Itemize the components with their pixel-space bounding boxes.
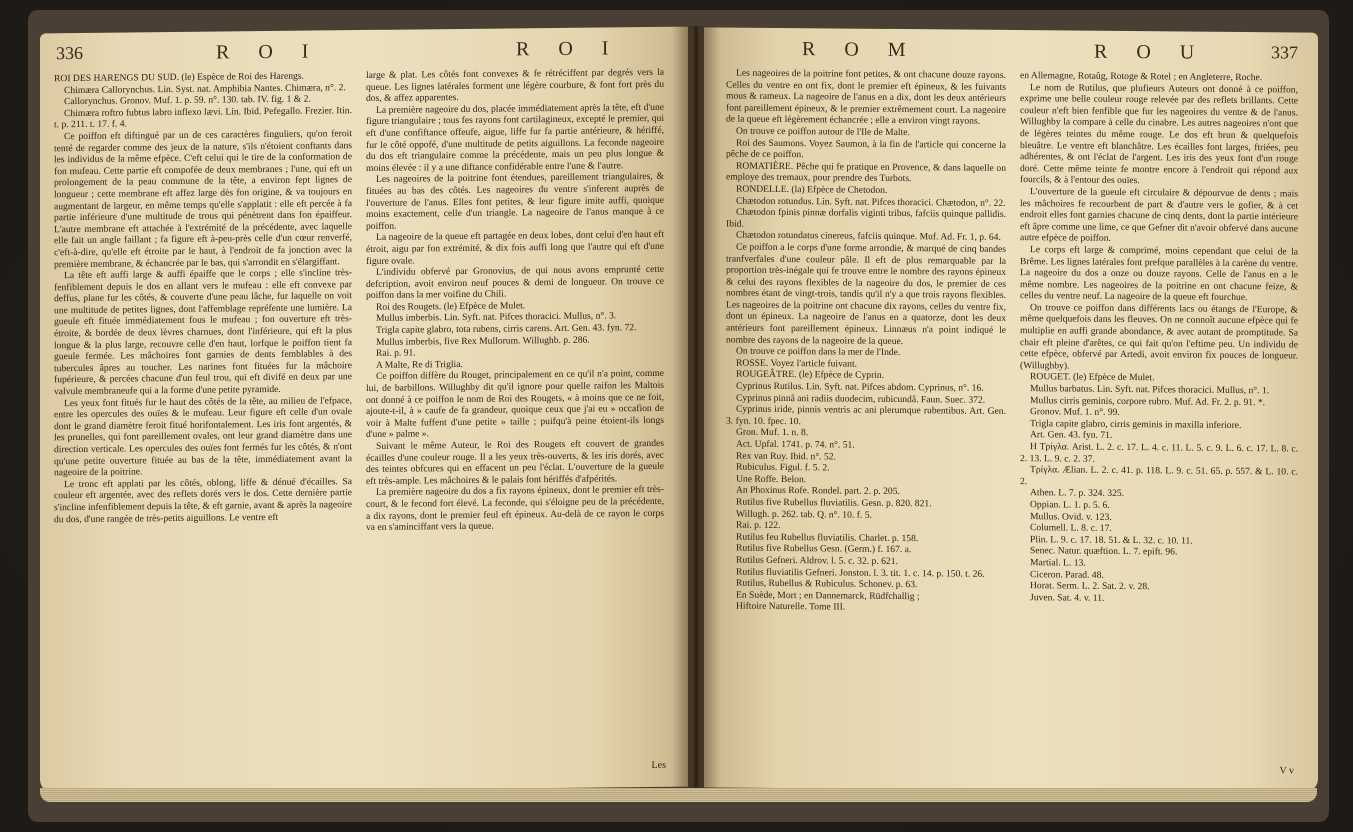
paragraph: La nageoire de la queue eft partagée en deux lobes, dont celui d'en haut eft étroit, aigu par fon extrémité, & dix fois auffi long que l'autre qui eft d'une figure ovale. <box>366 229 664 267</box>
paragraph: Callorynchus. Gronov. Muf. 1. p. 59. n°. 130. tab. IV. fig. 1 & 2. <box>64 93 311 108</box>
left-header-col1: R O I <box>216 40 321 64</box>
paragraph: Cyprinus Rutilus. Lin. Syft. nat. Pifces abdom. Cyprinus, n°. 16. <box>736 380 984 394</box>
left-header-col2: R O I <box>516 37 621 61</box>
paragraph: Cyprinus iride, pinnis ventris ac ani plerumque rubentibus. Art. Gen. 3. fyn. 10. fpec. 10. <box>726 403 1006 427</box>
paragraph: Rai. p. 91. <box>376 347 416 360</box>
right-catchword: V v <box>1279 765 1294 777</box>
paragraph: Roi des Saumons. Voyez Saumon, à la fin de l'article qui concerne la pêche de ce poiffon. <box>726 137 1006 161</box>
paragraph: large & plat. Les côtés font convexes & fe rétréciffent par degrés vers la queue. Les lignes latérales forment une légère courbure, & font fort près du dos, & affez apparentes. <box>366 66 664 105</box>
paragraph: En Suède, Mort ; en Dannemarck, Rüdfchallig ; <box>736 589 920 602</box>
paragraph: Le corps eft large & comprimé, moins cependant que celui de la Brême. Les lignes latérales font prefque parallèles à la carène du ventre. La nageoire du dos a onze ou douze rayons. Celle de l'anus en a le même nombre. Les nageoires de la poitrine en ont chacune feize, & celles du ventre neuf. La nageoire de la queue eft fourchue. <box>1020 244 1298 304</box>
left-page-number: 336 <box>56 42 83 64</box>
paragraph: ROMATIÈRE. Pêche qui fe pratique en Provence, & dans laquelle on employe des tremaux, pour prendre des Turbots. <box>726 160 1006 185</box>
left-catchword: Les <box>651 759 666 771</box>
paragraph: Τρίγλα. Ælian. L. 2. c. 41. p. 118. L. 9. c. 51. 65. p. 557. & L. 10. c. 2. <box>1020 464 1298 487</box>
paragraph: Rutilus feu Rubellus fluviatilis. Charlet. p. 158. <box>736 531 919 544</box>
paragraph: La première nageoire du dos a fix rayons épineux, dont le premier eft très-court, & le fecond fort élevé. La feconde, qui s'éloigne peu de la précédente, a dix rayons, dont le premier feul eft épineux. Au-delà de ce rayon le corps va en s'aminciffant vers la queue. <box>366 484 664 534</box>
paragraph: Horat. Serm. L. 2. Sat. 2. v. 28. <box>1030 580 1150 593</box>
paragraph: On trouve ce poiffon dans la mer de l'Inde. <box>736 345 901 359</box>
paragraph: Rutilus five Rubellus Gesn. (Germ.) f. 167. a. <box>736 542 912 556</box>
paragraph: Rutilus, Rubellus & Rubiculus. Schonev. p. 63. <box>736 577 918 591</box>
paragraph: Mullus cirris geminis, corpore rubro. Muf. Ad. Fr. 2. p. 91. *. <box>1030 394 1266 408</box>
paragraph: Rex van Ruy. Ibid. n°. 52. <box>736 450 836 463</box>
paragraph: Senec. Natur. quæftion. L. 7. epift. 96. <box>1030 545 1178 558</box>
right-column-2 <box>1020 70 1298 606</box>
paragraph: Chætodon rotundus. Lin. Syft. nat. Pifces thoracici. Chætodon, n°. 22. <box>736 195 1006 209</box>
paragraph: en Allemagne, Rotaûg, Rotoge & Rotel ; en Angleterre, Roche. <box>1020 70 1263 84</box>
paragraph: Rai. p. 122. <box>736 519 781 532</box>
right-page <box>704 27 1318 792</box>
paragraph: Athen. L. 7. p. 324. 325. <box>1030 487 1125 500</box>
paragraph: A Malte, Re di Triglia. <box>376 358 463 371</box>
paragraph: Les nageoires de la poitrine font petites, & ont chacune douze rayons. Celles du ventre en ont fix, dont le premier eft épineux, & les fuivants mous & rameux. La nageoire de l'anus en a dix, dont les deux antérieurs font pareillement épineux, & le premier extrêmement court. La nageoire de la queue eft légèrement échancrée ; elle a environ vingt rayons. <box>726 67 1006 128</box>
paragraph: Mullus barbatus. Lin. Syft. nat. Pifces thoracici. Mullus, n°. 1. <box>1030 383 1270 397</box>
paragraph: Chimæra roftro fubtus labro inflexo lævi. Lin. Ibid. Pefegallo. Frezier. Itin. t. p. 211. t. 17. f. 4. <box>54 104 352 131</box>
page-edges <box>40 788 1317 802</box>
right-page-number: 337 <box>1271 42 1298 63</box>
paragraph: Act. Upfal. 1741. p. 74. n°. 51. <box>736 438 855 451</box>
paragraph: Juven. Sat. 4. v. 11. <box>1030 591 1105 604</box>
paragraph: Gron. Muf. 1. n. 8. <box>736 427 809 439</box>
paragraph: Willugh. p. 262. tab. Q. n°. 10. f. 5. <box>736 508 872 521</box>
paragraph: Trigla capite glabro, tota rubens, cirris carens. Art. Gen. 43. fyn. 72. <box>376 322 637 336</box>
paragraph: Roi des Rougets. (le) Efpèce de Mulet. <box>376 300 526 313</box>
paragraph: ROUGEÂTRE. (le) Efpèce de Cyprin. <box>736 369 885 382</box>
paragraph: H Τρίγλα. Arist. L. 2. c. 17. L. 4. c. 11. L. 5. c. 9. L. 6. c. 17. L. 8. c. 2. 13. L. 9. c. 2. 37. <box>1020 441 1298 465</box>
paragraph: Art. Gen. 43. fyn. 71. <box>1030 429 1113 442</box>
paragraph: RONDELLE. (la) Efpèce de Chetodon. <box>736 183 888 196</box>
right-column-1 <box>726 68 1006 615</box>
paragraph: Columell. L. 8. c. 17. <box>1030 522 1112 535</box>
paragraph: On trouve ce poiffon dans différents lacs ou étangs de l'Europe, & même quelquefois dans les fleuves. On ne connoît aucune efpèce qui fe multiplie en auffi grande abondance, & avec autant de promptitude. Sa chair eft pleine d'arêtes, ce qui fait qu'on l'eftime peu. Un individu de cette efpèce, obfervé par Artedi, avoit environ fix pouces de longueur. (Willughby). <box>1020 302 1298 372</box>
paragraph: Les nageoires de la poitrine font étendues, pareillement triangulaires, & fituées au bas des côtés. Les nageoires du ventre s'inferent auprès de l'ouverture de l'anus. Elles font petites, & leur figure imite auffi, quoique moins exactement, celle d'un triangle. La nageoire de l'anus manque à ce poiffon. <box>366 171 664 232</box>
paragraph: Les yeux font fitués fur le haut des côtés de la tête, au milieu de l'efpace, entre les opercules des ouïes & le mufeau. Leur figure eft celle d'un ovale dont le grand diamètre feroit fitué horifontalement. Les iris font argentés, & les prunelles, qui font pareillement ovales, ont leur grand diamètre dans une direction verticale. Les opercules des ouïes font fermés fur les côtés, & n'ont qu'une petite ouverture fituée au bas de la tête, immédiatement avant la nageoire de la poitrine. <box>54 394 352 479</box>
paragraph: ROSSE. Voyez l'article fuivant. <box>736 357 858 370</box>
paragraph: Cyprinus pinnâ ani radiis duodecim, rubicundâ. Faun. Suec. 372. <box>736 392 986 406</box>
paragraph: Chætodon rotundatus cinereus, fafciis quinque. Muf. Ad. Fr. 1, p. 64. <box>736 229 1001 244</box>
paragraph: Plin. L. 9. c. 17. 18. 51. & L. 32. c. 10. 11. <box>1030 533 1193 547</box>
paragraph: La tête eft auffi large & auffi épaiffe que le corps ; elle s'incline très-fenfiblement depuis le dos en allant vers le mufeau : elle eft convexe par deffus, plane fur les côtés, & couverte d'une peau lâche, fur laquelle on voit une multitude de petites lignes, dont l'affemblage repréfente une lumière. La gueule eft fituée immédiatement fous le mufeau ; fon ouverture eft très-étroite, & bordée de deux lèvres charnues, dont l'inférieure, qui eft la plus longue & la plus large, recouvre celle d'en haut, lorfque le poiffon tient fa gueule fermée. Les mâchoires font garnies de dents femblables à des tubercules âpres au toucher. Les narines font fituées fur la mâchoire fupérieure, & percées chacune d'un feul trou, qui eft divifé en deux par une valvule membraneufe qui a la forme d'une petite pyramide. <box>54 267 352 398</box>
paragraph: Oppian. L. 1. p. 5. 6. <box>1030 499 1110 511</box>
paragraph: An Phoxinus Rofe. Rondel. part. 2. p. 205. <box>736 484 900 498</box>
paragraph: Mullus imberbis, five Rex Mullorum. Willughb. p. 286. <box>376 334 590 348</box>
paragraph: Rutilus Gefneri. Aldrov. l. 5. c. 32. p. 621. <box>736 554 898 567</box>
paragraph: Martial. L. 13. <box>1030 557 1086 569</box>
paragraph: Une Roffe. Belon. <box>736 473 807 485</box>
paragraph: ROUGET. (le) Efpèce de Mulet. <box>1030 371 1155 384</box>
paragraph: On trouve ce poiffon autour de l'Ile de Malte. <box>736 125 910 139</box>
paragraph: Ce poiffon a le corps d'une forme arrondie, & marqué de cinq bandes tranfverfales d'une couleur pâle. Il eft de plus remarquable par la proportion très-inégale qui fe trouve entre le nombre des rayons épineux & celui des rayons flexibles de la nageoire du dos, le premier de ces nombres étant de vingt-trois, tandis qu'il n'y a que trois rayons flexibles. Les nageoires de la poitrine ont chacune dix rayons, celles du ventre fix, dont un épineux. La nageoire de l'anus en a quatorze, dont les deux antérieurs font pareillement épineux. Linnæus n'a point indiqué le nombre des rayons de la nageoire de la queue. <box>726 241 1006 347</box>
paragraph: Mullus imberbis. Lin. Syft. nat. Pifces thoracici. Mullus, n°. 3. <box>376 310 617 325</box>
left-column-1 <box>54 70 352 525</box>
paragraph: Rutilus five Rubellus fluviatilis. Gesn. p. 820. 821. <box>736 496 932 510</box>
paragraph: L'individu obfervé par Gronovius, de qui nous avons emprunté cette defcription, avoit environ neuf pouces & demi de longueur. On trouve ce poiffon dans la mer voifine du Chili. <box>366 263 664 302</box>
paragraph: Gronov. Muf. 1. n°. 99. <box>1030 406 1120 419</box>
right-header-col2: R O U <box>1094 40 1207 64</box>
left-column-2 <box>366 67 664 534</box>
paragraph: Chætodon fpinis pinnæ dorfalis viginti tribus, fafciis quinque pallidis. Ibid. <box>726 206 1006 230</box>
paragraph: ROI DES HARENGS DU SUD. (le) Espèce de Roi des Harengs. <box>54 70 304 85</box>
paragraph: L'ouverture de la gueule eft circulaire & dépourvue de dents ; mais les mâchoires fe recourbent de part & d'autre vers le gofier, & à cet endroit elles font garnies chacune de cinq dents, dont la partie intérieure eft âpre comme une lime, ce que Gefner dit n'avoir obfervé dans aucune autre efpèce de poiffon. <box>1020 186 1298 245</box>
paragraph: Chimæra Callorynchus. Lin. Syst. nat. Amphibia Nantes. Chimæra, n°. 2. <box>64 81 346 96</box>
left-page <box>40 27 688 794</box>
right-header-col1: R O M <box>802 38 918 62</box>
paragraph: Le nom de Rutilus, que plufieurs Auteurs ont donné à ce poiffon, exprime une belle couleur rouge relevée par des reflets brillants. Cette couleur n'eft bien fenfible que fur les nageoires du ventre & de l'anus. Willughby la compare à celle du cinabre. Les autres nageoires n'ont que de légères teintes du même rouge. Le dos eft brun & quelquefois bleuâtre. Le ventre eft blanchâtre. Les écailles font larges, ftriées, peu adhérentes, & ont l'éclat de l'argent. Les iris des yeux font d'un rouge doré. Cette même teinte fe montre encore à l'endroit qui répond aux fourcils, & à l'entour des ouïes. <box>1020 81 1298 187</box>
paragraph: Ciceron. Parad. 48. <box>1030 568 1104 581</box>
paragraph: Le tronc eft applati par les côtés, oblong, liffe & dénué d'écailles. Sa couleur eft argentée, avec des reflets dorés vers le dos. Cette dernière partie s'incline infenfiblement depuis la tête, & eft garnie, avant & après la nageoire du dos, d'une rangée de très-petits aiguillons. Le ventre eft <box>54 475 352 525</box>
paragraph: Ce poiffon eft diftingué par un de ces caractères finguliers, qu'on feroit tenté de regarder comme des jeux de la nature, s'ils n'étoient conftants dans les individus de la même efpèce. C'eft celui qui le tire de la conformation de fon mufeau. Cette partie eft compofée de deux membranes ; l'une, qui eft un prolongement de la peau commune de la tête, a environ fept lignes de longueur ; cette membrane eft affez large dès fon origine, & va toujours en augmentant de largeur, en même temps qu'elle s'applatit : elle eft percée à fa partie inférieure d'une multitude de trous qui pénètrent dans fon épaiffeur. L'autre membrane eft attachée à l'extrémité de la précédente, avec laquelle elle fait un angle faillant ; fa figure eft à-peu-près celle d'un cœur renverfé, c'eft-à-dire, qu'elle eft étroite par le haut, à l'endroit de fa jonction avec la première membrane, & échancrée par le bas, qui s'arrondit en s'élargiffant. <box>54 128 352 270</box>
paragraph: Ce poiffon diffère du Rouget, principalement en ce qu'il n'a point, comme lui, de barbillons. Willughby dit qu'il ignore pour quelle raifon les Maltois ont donné à ce poiffon le nom de Roi des Rougets, « à moins que ce ne foit, ajoute-t-il, à » caufe de fa grandeur, quoique ceux que j'ai eu » occafion de voir à Malte fuffent d'une petite » taille ; puifqu'à peine étoient-ils longs d'une » palme ». <box>366 368 664 441</box>
paragraph: Hiftoire Naturelle. Tome III. <box>736 600 846 613</box>
paragraph: Rubiculus. Figul. f. 5. 2. <box>736 461 830 474</box>
paragraph: Mullus. Ovid. v. 123. <box>1030 510 1112 523</box>
book-gutter <box>672 26 720 794</box>
paragraph: Suivant le même Auteur, le Roi des Rougets eft couvert de grandes écailles d'une couleur rouge. Il a les yeux très-ouverts, & les iris dorés, avec des teintes obfcures qui en effacent un peu l'éclat. L'ouverture de la gueule eft très-ample. Les mâchoires & le palais font hériffés d'afpérités. <box>366 437 664 487</box>
paragraph: Rutilus fluviatilis Gefneri. Jonston. l. 3. tit. 1. c. 14. p. 150. t. 26. <box>736 566 985 580</box>
paragraph: La première nageoire du dos, placée immédiatement après la tête, eft d'une figure triangulaire ; tous fes rayons font cartilagineux, excepté le premier, qui eft d'une confiftance offeufe, aigue, liffe fur fa partie antérieure, & hériffé, fur le côté oppofé, d'une multitude de petits aiguillons. La feconde nageoire du dos eft triangulaire comme la précédente, mais un peu plus longue & moins élevée : il y a une diftance confidérable entre l'une & l'autre. <box>366 101 664 174</box>
paragraph: Trigla capite glabro, cirris geminis in maxilla inferiore. <box>1030 417 1242 431</box>
